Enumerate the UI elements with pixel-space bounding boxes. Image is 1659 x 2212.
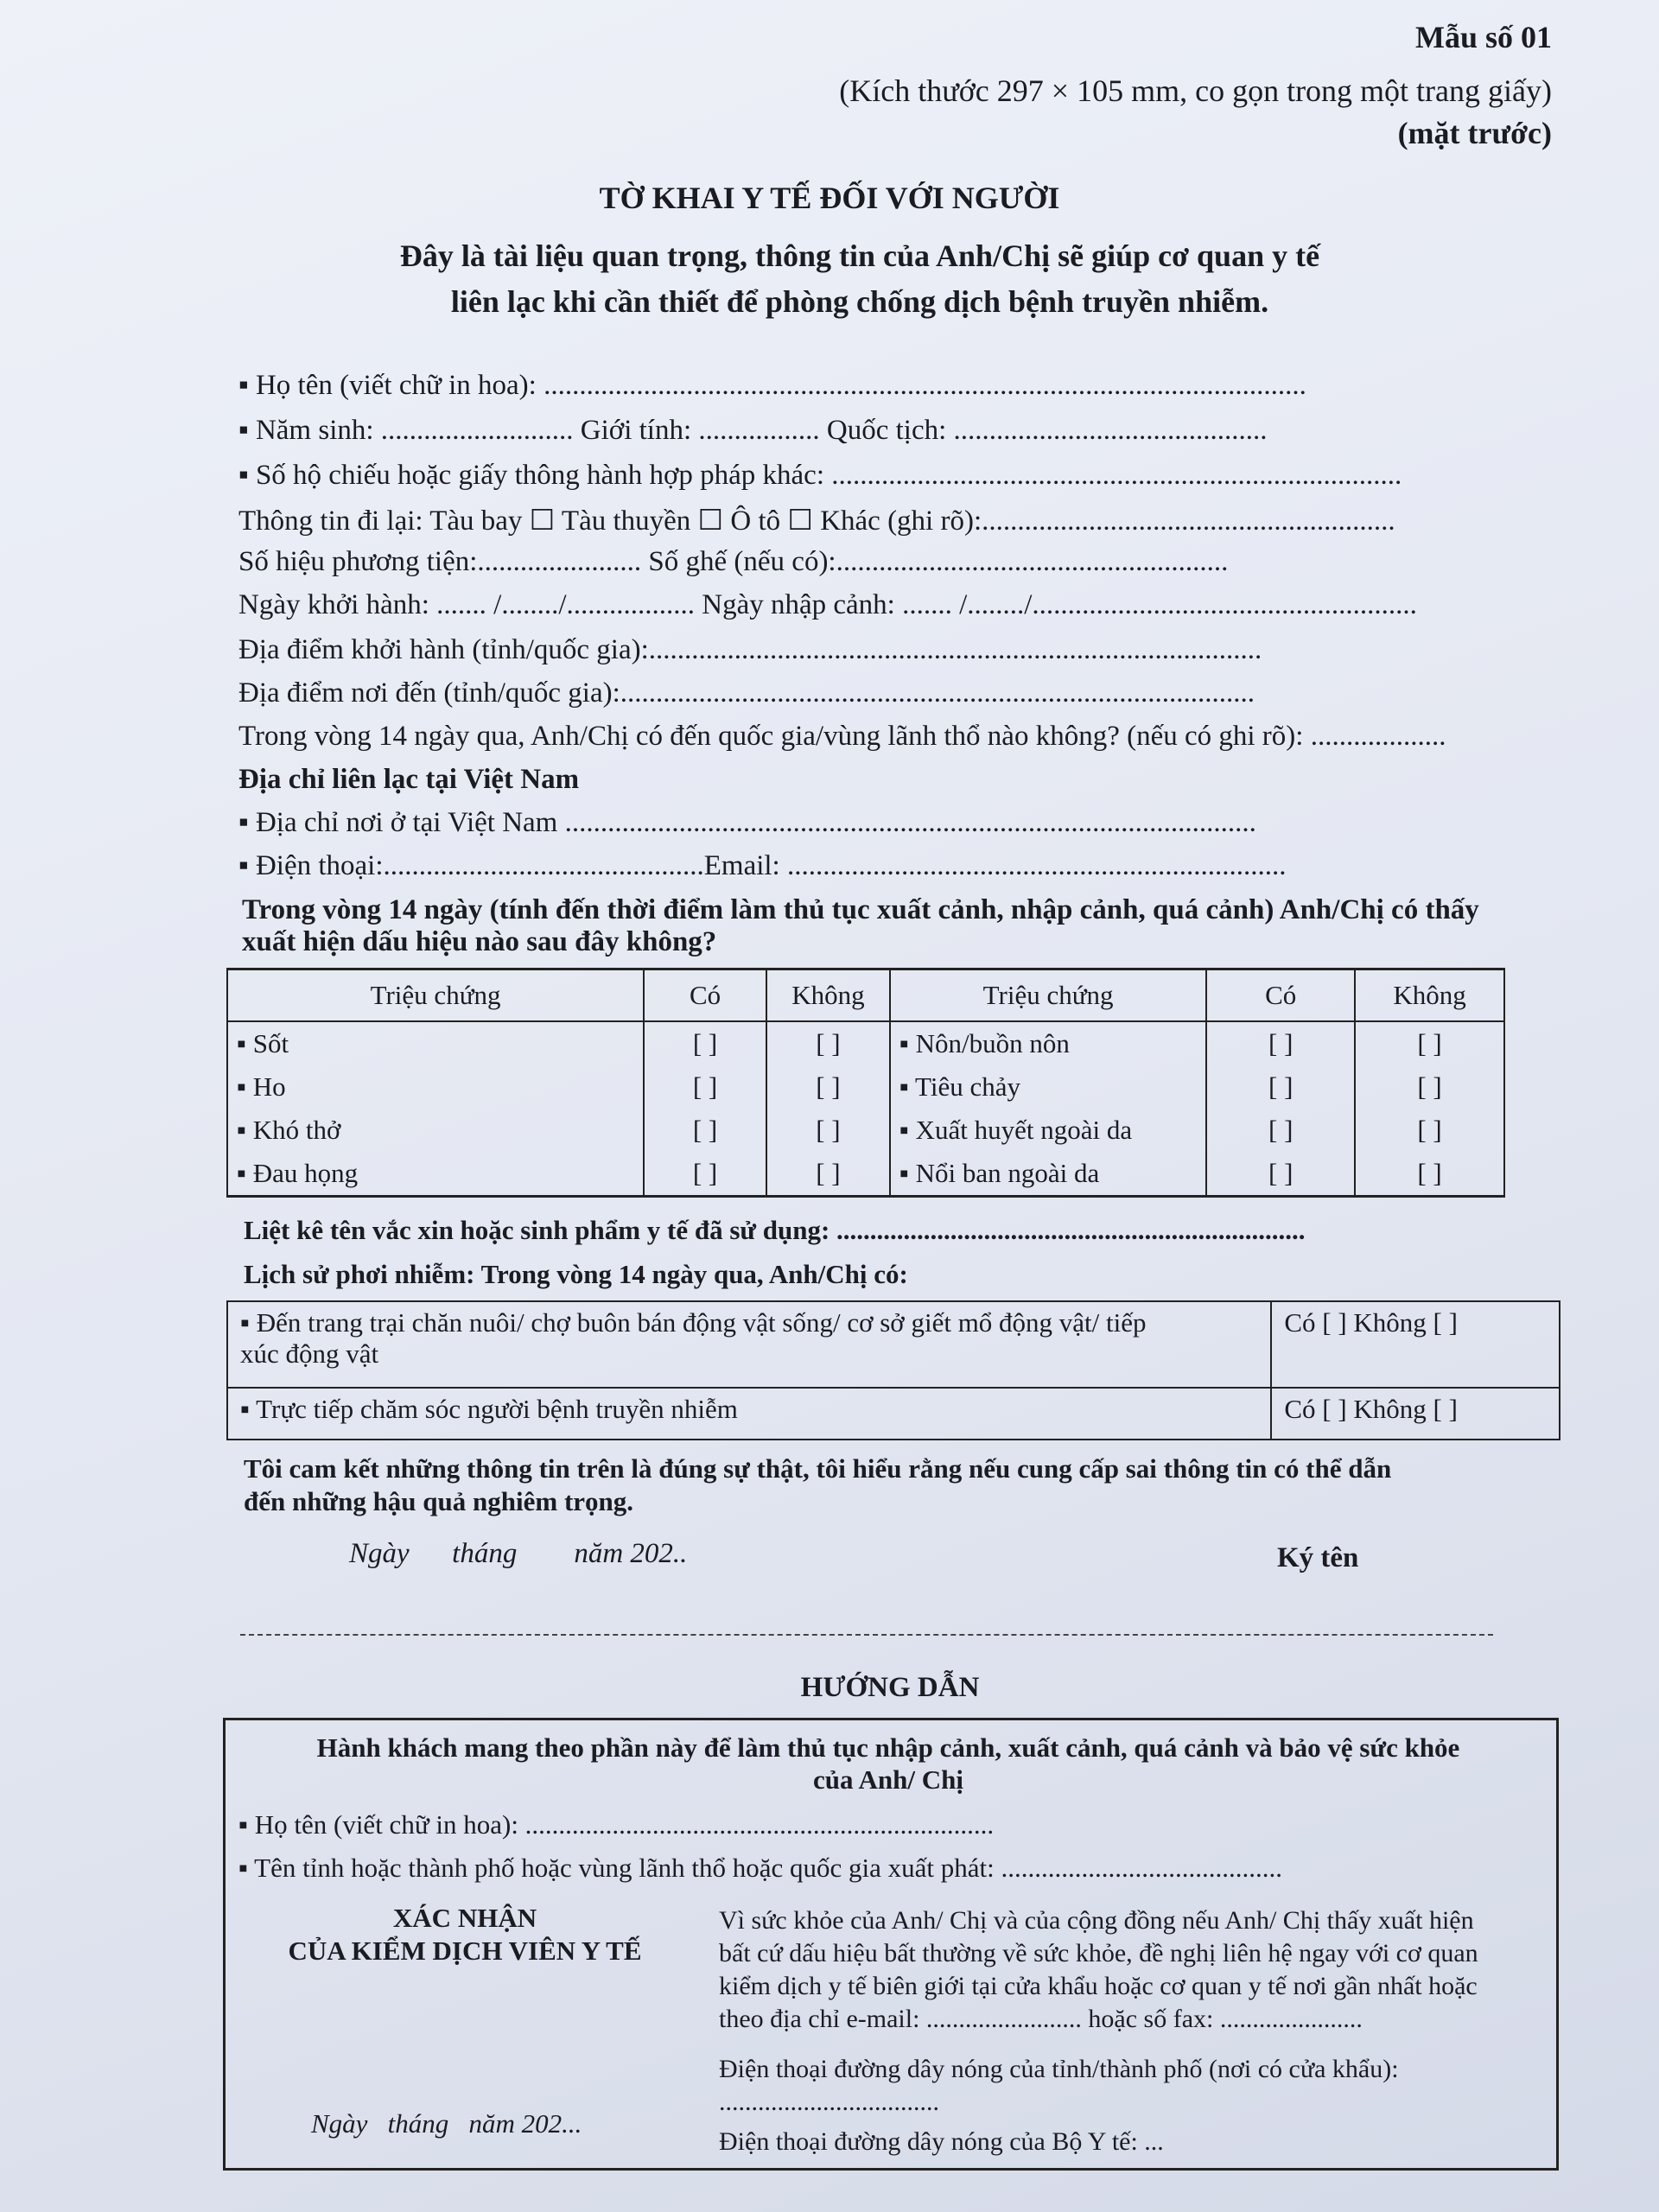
fever-no-checkbox[interactable]: [ ] <box>766 1021 890 1065</box>
subtitle-line-1: Đây là tài liệu quan trọng, thông tin của Anh/Chị sẽ giúp cơ quan y tế <box>399 238 1320 273</box>
side-note: (mặt trước) <box>1397 116 1552 150</box>
visited-countries-field[interactable]: Trong vòng 14 ngày qua, Anh/Chị có đến quốc gia/vùng lãnh thổ nào không? (nếu có ghi rõ): ................... <box>238 721 1446 752</box>
contact-heading: Địa chỉ liên lạc tại Việt Nam <box>238 764 580 795</box>
address-field[interactable]: ▪ Địa chỉ nơi ở tại Việt Nam ................................................................................................. <box>238 807 1256 838</box>
breathing-yes-checkbox[interactable]: [ ] <box>644 1109 766 1152</box>
vehicle-seat-field[interactable]: Số hiệu phương tiện:....................... Số ghế (nếu có):....................................................... <box>238 546 1229 577</box>
no-column-header: Không <box>766 969 890 1022</box>
hotline-province-label: Điện thoại đường dây nóng của tỉnh/thành phố (nơi có cửa khẩu): <box>719 2055 1399 2083</box>
hotline-province-field[interactable]: .................................. <box>719 2088 939 2116</box>
symptom-nausea: ▪ Nôn/buồn nôn <box>890 1021 1207 1065</box>
guide-name-field[interactable]: ▪ Họ tên (viết chữ in hoa): ...................................................................... <box>238 1809 995 1840</box>
advice-line-2: bất cứ dấu hiệu bất thường về sức khỏe, đề nghị liên hệ ngay với cơ quan <box>719 1939 1478 1967</box>
symptom-skin-bleeding: ▪ Xuất huyết ngoài da <box>890 1109 1207 1152</box>
form-title: TỜ KHAI Y TẾ ĐỐI VỚI NGƯỜI <box>599 181 1060 215</box>
symptom-diarrhea: ▪ Tiêu chảy <box>890 1065 1207 1109</box>
subtitle-line-2: liên lạc khi cần thiết để phòng chống dịch bệnh truyền nhiễm. <box>450 284 1269 319</box>
skin-bleeding-yes-checkbox[interactable]: [ ] <box>1206 1109 1355 1152</box>
table-row <box>227 1021 1504 1065</box>
travel-info-field[interactable]: Thông tin đi lại: Tàu bay ☐ Tàu thuyền ☐ Ô tô ☐ Khác (ghi rõ):.......................................................... <box>238 505 1395 537</box>
guide-origin-field[interactable]: ▪ Tên tỉnh hoặc thành phố hoặc vùng lãnh thổ hoặc quốc gia xuất phát: .......................................... <box>238 1853 1283 1883</box>
exposure-animals-line-1: ▪ Đến trang trại chăn nuôi/ chợ buôn bán động vật sống/ cơ sở giết mổ động vật/ tiếp <box>240 1307 1147 1338</box>
size-note: (Kích thước 297 × 105 mm, co gọn trong một trang giấy) <box>839 73 1552 108</box>
symptom-column-header: Triệu chứng <box>890 969 1207 1022</box>
birth-gender-nationality-field[interactable]: ▪ Năm sinh: ........................... Giới tính: ................. Quốc tịch: ............................................ <box>238 415 1268 446</box>
sore-throat-yes-checkbox[interactable]: [ ] <box>644 1152 766 1197</box>
confirm-title-1: XÁC NHẬN <box>392 1903 537 1933</box>
symptom-cough: ▪ Ho <box>227 1065 644 1109</box>
cough-no-checkbox[interactable]: [ ] <box>766 1065 890 1109</box>
yes-column-header: Có <box>644 969 766 1022</box>
confirm-title-2: CỦA KIỂM DỊCH VIÊN Y TẾ <box>288 1936 642 1966</box>
yes-column-header: Có <box>1206 969 1355 1022</box>
fever-yes-checkbox[interactable]: [ ] <box>644 1021 766 1065</box>
guide-title: HƯỚNG DẪN <box>800 1672 980 1703</box>
nausea-no-checkbox[interactable]: [ ] <box>1355 1021 1504 1065</box>
hotline-ministry-field[interactable]: Điện thoại đường dây nóng của Bộ Y tế: ... <box>719 2127 1164 2156</box>
full-name-field[interactable]: ▪ Họ tên (viết chữ in hoa): ........................................................................................................... <box>238 370 1306 401</box>
diarrhea-no-checkbox[interactable]: [ ] <box>1355 1065 1504 1109</box>
signature-label: Ký tên <box>1277 1542 1359 1573</box>
symptoms-question-line-2: xuất hiện dấu hiệu nào sau đây không? <box>242 926 717 957</box>
form-number: Mẫu số 01 <box>1414 20 1552 54</box>
symptom-breathing: ▪ Khó thở <box>227 1109 644 1152</box>
exposure-animals-line-2: xúc động vật <box>240 1338 379 1369</box>
table-row <box>227 1152 1504 1197</box>
symptom-fever: ▪ Sốt <box>227 1021 644 1065</box>
vaccine-field[interactable]: Liệt kê tên vắc xin hoặc sinh phẩm y tế đã sử dụng: ...................................................................... <box>244 1215 1306 1245</box>
exposure-animals-text <box>227 1301 1271 1388</box>
rash-yes-checkbox[interactable]: [ ] <box>1206 1152 1355 1197</box>
skin-bleeding-no-checkbox[interactable]: [ ] <box>1355 1109 1504 1152</box>
advice-line-3: kiểm dịch y tế biên giới tại cửa khẩu hoặc cơ quan y tế nơi gần nhất hoặc <box>719 1972 1478 2000</box>
date-line[interactable]: Ngày tháng năm 202.. <box>349 1538 688 1569</box>
table-row <box>227 1301 1560 1388</box>
table-row <box>227 1388 1560 1440</box>
commitment-line-2: đến những hậu quả nghiêm trọng. <box>244 1486 634 1516</box>
table-row <box>227 1109 1504 1152</box>
guide-intro-line-2: của Anh/ Chị <box>812 1764 963 1795</box>
symptom-sore-throat: ▪ Đau họng <box>227 1152 644 1197</box>
exposure-table <box>226 1300 1560 1440</box>
advice-email-fax-field[interactable]: theo địa chỉ e-mail: ........................ hoặc số fax: ...................... <box>719 2005 1363 2033</box>
exposure-patient-care-answer[interactable]: Có [ ] Không [ ] <box>1271 1388 1560 1440</box>
breathing-no-checkbox[interactable]: [ ] <box>766 1109 890 1152</box>
rash-no-checkbox[interactable]: [ ] <box>1355 1152 1504 1197</box>
symptoms-header-row <box>227 969 1504 1022</box>
cut-line <box>240 1634 1493 1636</box>
symptoms-table <box>226 968 1505 1198</box>
symptom-column-header: Triệu chứng <box>227 969 644 1022</box>
diarrhea-yes-checkbox[interactable]: [ ] <box>1206 1065 1355 1109</box>
exposure-animals-answer[interactable]: Có [ ] Không [ ] <box>1271 1301 1560 1388</box>
commitment-line-1: Tôi cam kết những thông tin trên là đúng sự thật, tôi hiểu rằng nếu cung cấp sai thông tin có thể dẫn <box>244 1453 1392 1484</box>
symptom-rash: ▪ Nổi ban ngoài da <box>890 1152 1207 1197</box>
guide-intro-line-1: Hành khách mang theo phần này để làm thủ tục nhập cảnh, xuất cảnh, quá cảnh và bảo vệ sức khỏe <box>316 1732 1460 1763</box>
table-row <box>227 1065 1504 1109</box>
nausea-yes-checkbox[interactable]: [ ] <box>1206 1021 1355 1065</box>
sore-throat-no-checkbox[interactable]: [ ] <box>766 1152 890 1197</box>
departure-field[interactable]: Địa điểm khởi hành (tỉnh/quốc gia):...................................................................................... <box>238 634 1262 665</box>
cough-yes-checkbox[interactable]: [ ] <box>644 1065 766 1109</box>
destination-field[interactable]: Địa điểm nơi đến (tỉnh/quốc gia):......................................................................................... <box>238 677 1255 709</box>
no-column-header: Không <box>1355 969 1504 1022</box>
symptoms-question-line-1: Trong vòng 14 ngày (tính đến thời điểm làm thủ tục xuất cảnh, nhập cảnh, quá cảnh) Anh/Chị có thấy <box>242 894 1479 925</box>
exposure-patient-care-text: ▪ Trực tiếp chăm sóc người bệnh truyền nhiễm <box>227 1388 1271 1440</box>
passport-field[interactable]: ▪ Số hộ chiếu hoặc giấy thông hành hợp pháp khác: ................................................................................ <box>238 460 1402 491</box>
confirm-date[interactable]: Ngày tháng năm 202... <box>311 2108 582 2139</box>
advice-line-1: Vì sức khỏe của Anh/ Chị và của cộng đồng nếu Anh/ Chị thấy xuất hiện <box>719 1906 1474 1935</box>
phone-email-field[interactable]: ▪ Điện thoại:.............................................Email: ...................................................................... <box>238 850 1287 881</box>
dates-field[interactable]: Ngày khởi hành: ....... /......../.................. Ngày nhập cảnh: ....... /......../...................................................... <box>238 589 1417 620</box>
exposure-heading: Lịch sử phơi nhiễm: Trong vòng 14 ngày qua, Anh/Chị có: <box>244 1259 908 1289</box>
